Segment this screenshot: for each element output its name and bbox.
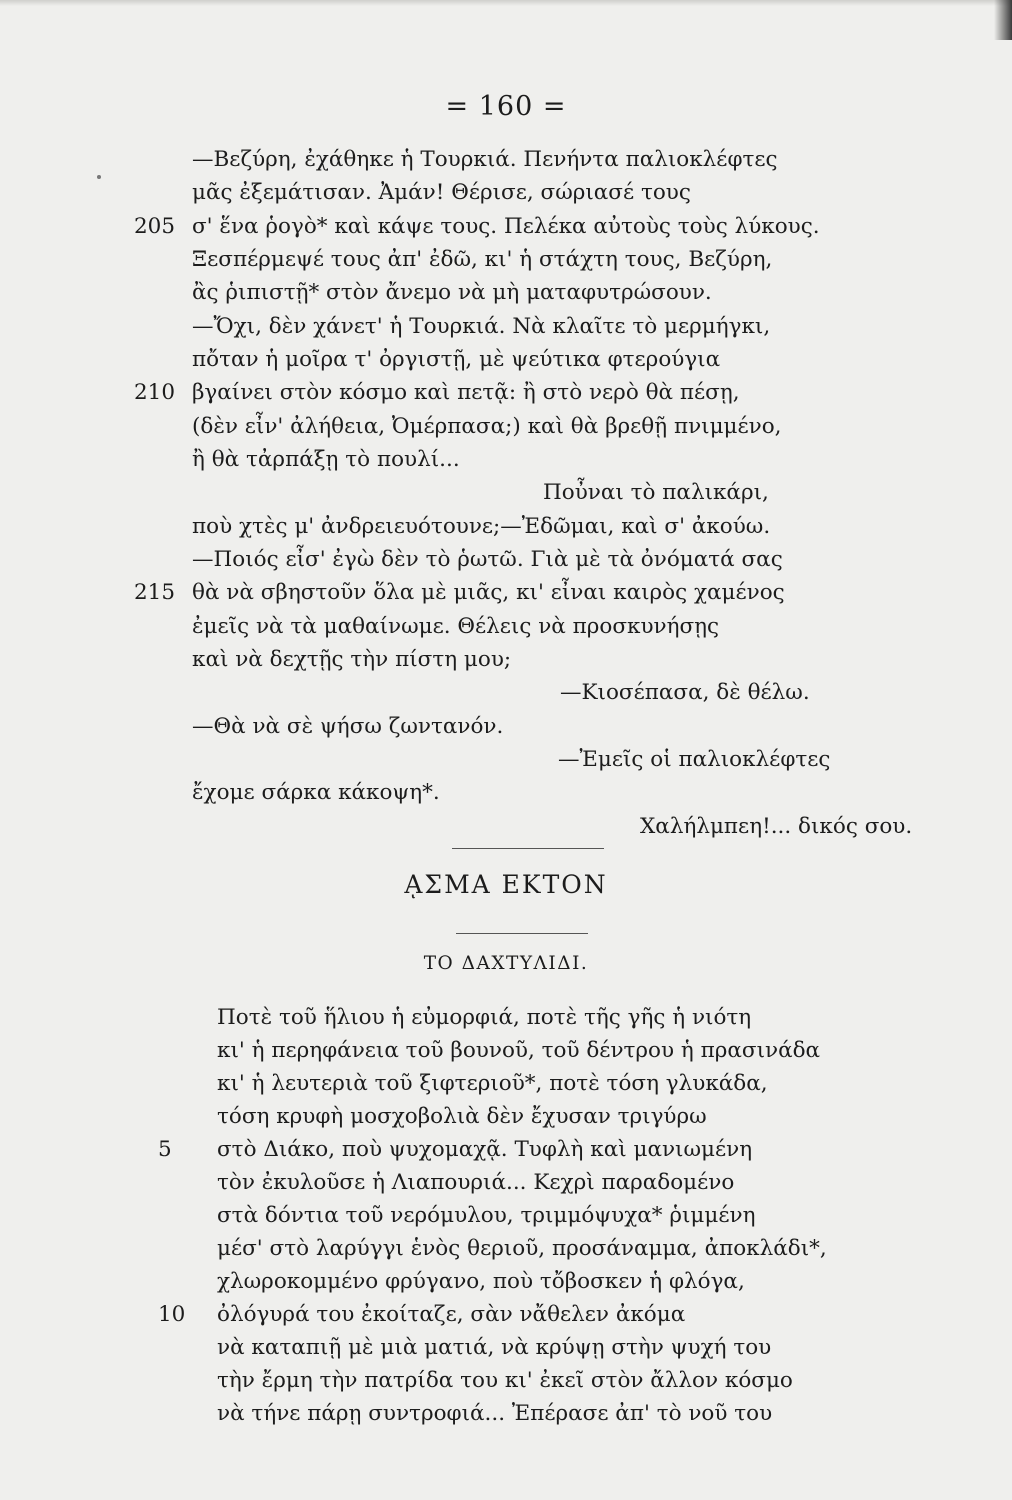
verse-line: τὸν ἐκυλοῦσε ἡ Λιαπουριά... Κεχρὶ παραδομένο [217, 1170, 735, 1195]
verse-line: μέσ' στὸ λαρύγγι ἑνὸς θεριοῦ, προσάναμμα, ἀποκλάδι*, [217, 1236, 827, 1261]
verse-line: —Θὰ νὰ σὲ ψήσω ζωντανόν. [192, 714, 504, 739]
verse-line: Ποὖναι τὸ παλικάρι, [543, 480, 769, 505]
page-top-edge [0, 0, 1012, 6]
verse-line: Χαλήλμπεη!... δικός σου. [640, 814, 913, 839]
canto-subtitle: ΤΟ ΔΑΧΤΥΛΙΔΙ. [423, 953, 589, 974]
page-binding-shadow [994, 0, 1012, 40]
verse-line: πὄταν ἡ μοῖρα τ' ὀργιστῇ, μὲ ψεύτικα φτερούγια [192, 347, 721, 372]
verse-line: τὴν ἔρμη τὴν πατρίδα του κι' ἐκεῖ στὸν ἄλλον κόσμο [217, 1368, 793, 1393]
verse-line: νὰ καταπιῇ μὲ μιὰ ματιά, νὰ κρύψῃ στὴν ψυχή του [217, 1335, 772, 1360]
verse-line: —Ἐμεῖς οἱ παλιοκλέφτες [558, 747, 831, 772]
line-number: 210 [134, 380, 176, 405]
verse-line: στὰ δόντια τοῦ νερόμυλου, τριμμόψυχα* ῥιμμένη [217, 1203, 756, 1228]
verse-line: ποὺ χτὲς μ' ἀνδρειευότουνε;—Ἐδῶμαι, καὶ σ' ἀκούω. [192, 514, 771, 539]
verse-line: τόση κρυφὴ μοσχοβολιὰ δὲν ἔχυσαν τριγύρω [217, 1104, 707, 1129]
verse-line: νὰ τήνε πάρῃ συντροφιά... Ἐπέρασε ἀπ' τὸ νοῦ του [217, 1401, 773, 1426]
line-number: 10 [158, 1302, 186, 1327]
verse-line: Ξεσπέρμεψέ τους ἀπ' ἐδῶ, κι' ἡ στάχτη τους, Βεζύρη, [192, 247, 773, 272]
title-divider [456, 933, 588, 934]
verse-line: σ' ἕνα ῥογὸ* καὶ κάψε τους. Πελέκα αὐτοὺς τοὺς λύκους. [192, 214, 820, 239]
ink-speck [97, 175, 101, 179]
verse-line: —Κιοσέπασα, δὲ θέλω. [560, 680, 810, 705]
verse-line: θὰ νὰ σβηστοῦν ὅλα μὲ μιᾶς, κι' εἶναι καιρὸς χαμένος [192, 580, 785, 605]
verse-line: ὀλόγυρά του ἐκοίταζε, σὰν νἄθελεν ἀκόμα [217, 1302, 686, 1327]
line-number: 205 [134, 214, 176, 239]
verse-line: —Βεζύρη, ἐχάθηκε ἡ Τουρκιά. Πενήντα παλιοκλέφτες [192, 147, 778, 172]
verse-line: κι' ἡ περηφάνεια τοῦ βουνοῦ, τοῦ δέντρου ἡ πρασινάδα [217, 1038, 821, 1063]
line-number: 215 [134, 580, 176, 605]
verse-line: Ποτὲ τοῦ ἥλιου ἡ εὐμορφιά, ποτὲ τῆς γῆς ἡ νιότη [217, 1005, 752, 1030]
page-number: = 160 = [445, 91, 567, 122]
verse-line: ἔχομε σάρκα κάκοψη*. [192, 780, 440, 805]
verse-line: μᾶς ἐξεμάτισαν. Ἀμάν! Θέρισε, σώριασέ τους [192, 180, 691, 205]
verse-line: στὸ Διάκο, ποὺ ψυχομαχᾷ. Τυφλὴ καὶ μανιωμένη [217, 1137, 753, 1162]
line-number: 5 [158, 1137, 172, 1162]
section-divider [452, 848, 604, 849]
verse-line: ἢ θὰ τἀρπάξῃ τὸ πουλί... [192, 447, 460, 472]
canto-title: ᾼΣΜΑ ΕΚΤΟΝ [404, 870, 608, 899]
verse-line: βγαίνει στὸν κόσμο καὶ πετᾷ: ἢ στὸ νερὸ θὰ πέσῃ, [192, 380, 740, 405]
verse-line: ἂς ῥιπιστῇ* στὸν ἄνεμο νὰ μὴ ματαφυτρώσουν. [192, 280, 712, 305]
verse-line: (δὲν εἶν' ἀλήθεια, Ὀμέρπασα;) καὶ θὰ βρεθῇ πνιμμένο, [192, 414, 782, 439]
verse-line: —Ὄχι, δὲν χάνετ' ἡ Τουρκιά. Νὰ κλαῖτε τὸ μερμήγκι, [192, 314, 771, 339]
verse-line: χλωροκομμένο φρύγανο, ποὺ τὄβοσκεν ἡ φλόγα, [217, 1269, 745, 1294]
verse-line: κι' ἡ λευτεριὰ τοῦ ξιφτεριοῦ*, ποτὲ τόση γλυκάδα, [217, 1071, 768, 1096]
verse-line: καὶ νὰ δεχτῇς τὴν πίστη μου; [192, 647, 512, 672]
verse-line: ἐμεῖς νὰ τὰ μαθαίνωμε. Θέλεις νὰ προσκυνήσῃς [192, 614, 720, 639]
verse-line: —Ποιός εἶσ' ἐγὼ δὲν τὸ ῥωτῶ. Γιὰ μὲ τὰ ὀνόματά σας [192, 547, 783, 572]
